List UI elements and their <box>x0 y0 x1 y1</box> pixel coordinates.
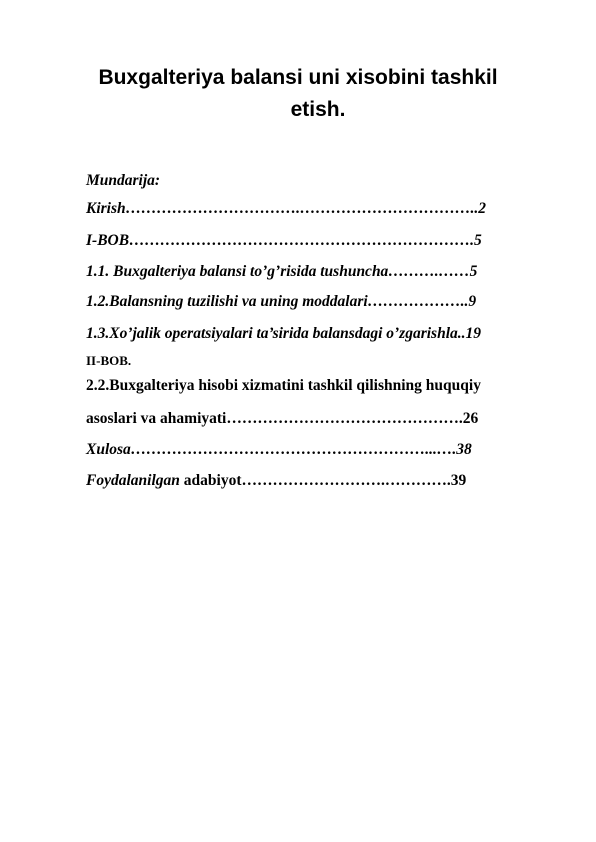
title-line-1: Buxgalteriya balansi uni xisobini tashkil <box>98 66 498 89</box>
toc-item-adabiyot-italic: Foydalanilgan <box>86 472 180 489</box>
toc-heading: Mundarija: <box>86 172 161 189</box>
toc-item-adabiyot <box>86 471 466 491</box>
toc-item-1-2: 1.2.Balansning tuzilishi va uning moddalari………………..9 <box>86 293 477 310</box>
toc-item-1-1: 1.1. Buxgalteriya balansi to’g’risida tushuncha……….……5 <box>86 263 478 280</box>
document-title <box>60 62 536 126</box>
toc-item-2-2-line-2: asoslari va ahamiyati……………………………………….26 <box>86 410 479 427</box>
title-line-2: etish. <box>290 98 346 121</box>
toc-item-xulosa: Xulosa…………………………………………………...….38 <box>86 441 472 458</box>
toc-item-chapter-2: II-BOB. <box>86 353 132 368</box>
toc-item-adabiyot-rest: adabiyot……………………….………….39 <box>179 472 467 489</box>
toc-item-2-2-line-1: 2.2.Buxgalteriya hisobi xizmatini tashkil qilishning huquqiy <box>86 377 481 394</box>
toc-item-kirish: Kirish…………………………….……………………………..2 <box>86 200 487 217</box>
toc-item-1-3: 1.3.Xo’jalik operatsiyalari ta’sirida balansdagi o’zgarishla..19 <box>86 325 482 342</box>
toc-item-chapter-1: I-BOB………………………………………………………….5 <box>86 232 482 249</box>
